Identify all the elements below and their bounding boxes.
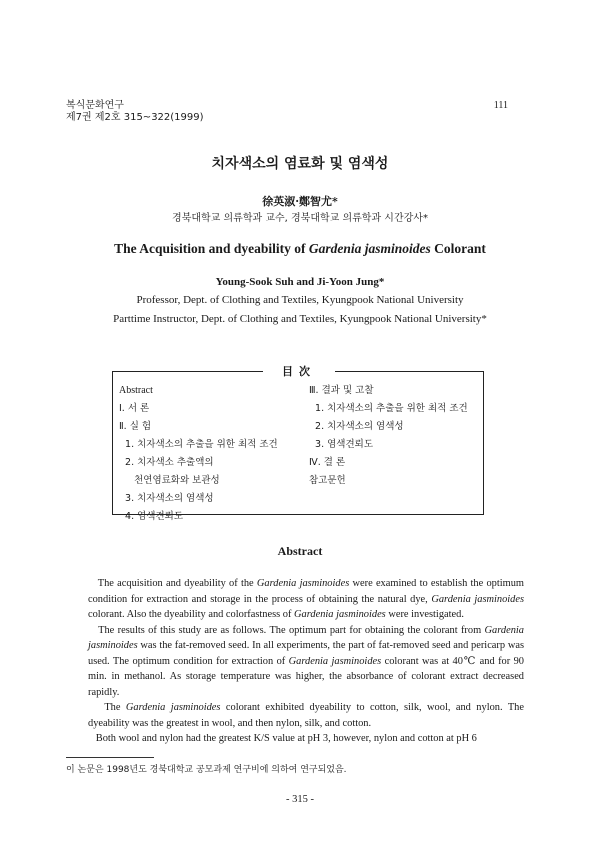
species-name: Gardenia jasminoides	[431, 593, 525, 605]
toc-item[interactable]: 천연염료화와 보관성	[119, 475, 220, 486]
toc-item[interactable]: 3. 치자색소의 염색성	[119, 493, 214, 504]
text-run: were examined to establish the optimum condition for extraction and storage in the process of obtaining the natural dye,	[88, 578, 524, 605]
page-number-bottom: - 315 -	[286, 794, 314, 805]
page-number-top: 111	[493, 100, 508, 111]
toc-item[interactable]: 3. 염색견뢰도	[309, 439, 374, 450]
english-title	[0, 241, 600, 257]
footnote-divider	[66, 757, 154, 758]
toc-left-column	[119, 382, 278, 526]
toc-heading: 目次	[263, 363, 335, 379]
journal-volume: 제7권 제2호 315~322(1999)	[66, 112, 204, 123]
toc-item[interactable]: Ⅱ. 실 험	[119, 421, 152, 432]
species-name: Gardenia jasminoides	[256, 578, 350, 589]
abstract-paragraph-4	[88, 731, 524, 747]
english-title-suffix: Colorant	[430, 241, 486, 256]
korean-affiliation: 경북대학교 의류학과 교수, 경북대학교 의류학과 시간강사*	[172, 213, 428, 224]
text-run: was the fat-removed seed. In all experiments, the part of fat-removed seed and pericarp was used. The optimum condition for extraction of	[88, 640, 524, 667]
toc-item[interactable]: Abstract	[119, 385, 153, 396]
text-run: The results of this study are as follows. The optimum part for obtaining the colorant from	[98, 624, 485, 636]
toc-item[interactable]: 4. 염색견뢰도	[119, 511, 184, 522]
toc-item[interactable]: 2. 치자색소 추출액의	[119, 457, 214, 468]
toc-item[interactable]: 1. 치자색소의 추출을 위한 최적 조건	[309, 403, 468, 414]
english-authors: Young-Sook Suh and Ji-Yoon Jung*	[215, 276, 385, 288]
korean-title: 치자색소의 염료화 및 염색성	[211, 156, 389, 172]
toc-item[interactable]: Ⅳ. 결 론	[309, 457, 346, 468]
abstract-body	[88, 576, 524, 747]
text-run: were investigated.	[385, 609, 464, 620]
korean-authors: 徐英淑·鄭智尤*	[262, 195, 338, 208]
toc-item[interactable]: Ⅲ. 결과 및 고찰	[309, 385, 374, 396]
journal-name: 복식문화연구	[66, 100, 124, 111]
text-run: colorant. Also the dyeability and colorfastness of	[88, 609, 295, 620]
english-title-species: Gardenia jasminoides	[308, 241, 431, 256]
english-affiliation-2: Parttime Instructor, Dept. of Clothing and Textiles, Kyungpook National University*	[113, 313, 487, 325]
text-run: Both wool and nylon had the greatest K/S value at pH 3, however, nylon and cotton at pH 6	[95, 733, 477, 744]
species-name: Gardenia jasminoides	[88, 624, 524, 651]
abstract-paragraph-2	[88, 623, 524, 701]
abstract-heading: Abstract	[277, 544, 323, 558]
table-of-contents	[112, 365, 484, 522]
text-run: colorant exhibited dyeability to cotton, silk, wool, and nylon. The dyeability was the greatest in wool, and then nylon, silk, and cotton.	[88, 702, 524, 729]
species-name: Gardenia jasminoides	[294, 609, 386, 620]
english-title-prefix: The Acquisition and dyeability of	[114, 241, 309, 256]
species-name: Gardenia jasminoides	[288, 655, 382, 667]
journal-header	[66, 100, 204, 124]
footnote: 이 논문은 1998년도 경북대학교 공모과제 연구비에 의하여 연구되었음.	[66, 765, 347, 775]
text-run: colorant was at 40℃ and for 90 min. in methanol. As storage temperature was higher, the absorbance of colorant extract decreased rapidly.	[88, 655, 524, 698]
toc-item[interactable]: 2. 치자색소의 염색성	[309, 421, 404, 432]
abstract-paragraph-1	[88, 576, 524, 623]
abstract-paragraph-3	[88, 700, 524, 731]
text-run: The acquisition and dyeability of the	[97, 578, 257, 589]
toc-item[interactable]: 1. 치자색소의 추출을 위한 최적 조건	[119, 439, 278, 450]
english-affiliation-1: Professor, Dept. of Clothing and Textiles, Kyungpook National University	[136, 294, 464, 306]
text-run: The	[104, 702, 126, 713]
species-name: Gardenia jasminoides	[125, 702, 221, 713]
toc-item[interactable]: Ⅰ. 서 론	[119, 403, 150, 414]
toc-right-column	[309, 382, 468, 490]
toc-item[interactable]: 참고문헌	[309, 475, 346, 486]
